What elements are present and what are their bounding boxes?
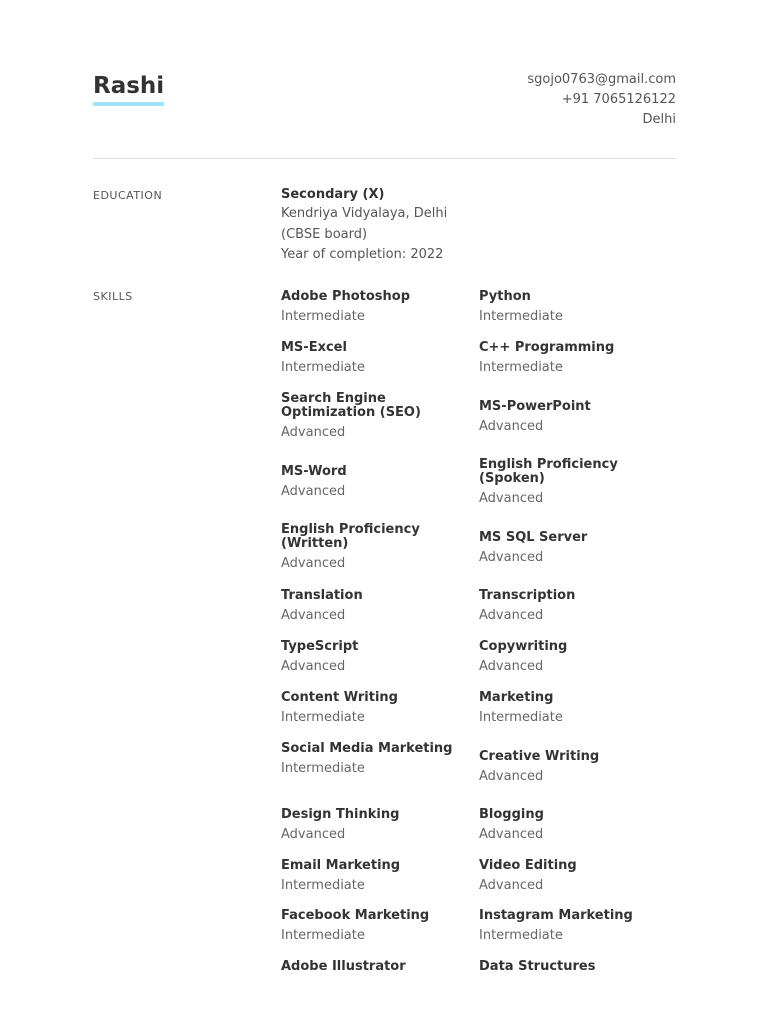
contact-phone[interactable]: +91 7065126122 bbox=[561, 92, 676, 107]
skill-name: Marketing bbox=[479, 690, 554, 705]
contact-location: Delhi bbox=[642, 112, 676, 127]
skill-level: Advanced bbox=[479, 659, 544, 674]
skill-item bbox=[479, 458, 659, 507]
skill-name: Creative Writing bbox=[479, 749, 600, 764]
skill-item bbox=[479, 589, 659, 624]
education-year: Year of completion: 2022 bbox=[281, 247, 444, 262]
skill-level: Advanced bbox=[281, 659, 346, 674]
skill-name: Python bbox=[479, 289, 531, 304]
skill-level: Advanced bbox=[479, 550, 544, 565]
skill-name: MS-PowerPoint bbox=[479, 399, 591, 414]
skill-name: English Proficiency (Written) bbox=[281, 522, 420, 551]
contact-block bbox=[527, 70, 676, 130]
skill-item bbox=[281, 742, 461, 777]
skill-item bbox=[281, 640, 461, 675]
skill-item bbox=[479, 808, 659, 843]
education-board: (CBSE board) bbox=[281, 226, 368, 242]
education-title: Secondary (X) bbox=[281, 187, 385, 202]
skill-item bbox=[479, 960, 659, 974]
skill-item bbox=[281, 523, 461, 572]
skill-level: Advanced bbox=[281, 827, 346, 842]
skill-level: Advanced bbox=[281, 608, 346, 623]
skill-item bbox=[479, 640, 659, 675]
skill-item bbox=[479, 750, 659, 785]
skill-name: Social Media Marketing bbox=[281, 741, 453, 756]
skill-name: Data Structures bbox=[479, 959, 596, 974]
skill-item bbox=[281, 589, 461, 624]
skill-level: Intermediate bbox=[479, 710, 563, 725]
education-section-label: EDUCATION bbox=[93, 189, 163, 202]
skill-name: Transcription bbox=[479, 588, 576, 603]
candidate-name: Rashi bbox=[93, 72, 164, 106]
skill-name: MS SQL Server bbox=[479, 530, 588, 545]
skill-level: Intermediate bbox=[281, 878, 365, 893]
skill-item bbox=[281, 341, 461, 376]
skill-name: Video Editing bbox=[479, 858, 577, 873]
skill-item bbox=[281, 808, 461, 843]
education-school: Kendriya Vidyalaya, Delhi bbox=[281, 206, 448, 221]
skill-name: TypeScript bbox=[281, 639, 359, 654]
skill-item bbox=[479, 859, 659, 894]
skill-name: Adobe Photoshop bbox=[281, 289, 411, 304]
skill-name: Facebook Marketing bbox=[281, 908, 430, 923]
skill-name: Instagram Marketing bbox=[479, 908, 633, 923]
skill-name: C++ Programming bbox=[479, 340, 615, 355]
skill-level: Advanced bbox=[479, 419, 544, 434]
skill-level: Intermediate bbox=[479, 309, 563, 324]
skill-name: Email Marketing bbox=[281, 858, 401, 873]
skill-item bbox=[281, 960, 461, 974]
skill-level: Advanced bbox=[281, 556, 346, 571]
skill-name: MS-Word bbox=[281, 464, 347, 479]
skill-item bbox=[479, 290, 659, 325]
skill-item bbox=[281, 465, 461, 500]
skill-item bbox=[281, 859, 461, 894]
skill-name: Search Engine Optimization (SEO) bbox=[281, 391, 421, 420]
skill-level: Intermediate bbox=[479, 360, 563, 375]
skill-item bbox=[479, 531, 659, 566]
skill-level: Intermediate bbox=[281, 360, 365, 375]
skill-item bbox=[479, 691, 659, 726]
skill-level: Intermediate bbox=[281, 309, 365, 324]
skill-name: Blogging bbox=[479, 807, 544, 822]
skill-item bbox=[281, 691, 461, 726]
skill-item bbox=[479, 400, 659, 435]
skill-level: Advanced bbox=[281, 425, 346, 440]
skill-level: Advanced bbox=[479, 827, 544, 842]
skill-name: Translation bbox=[281, 588, 363, 603]
skill-level: Intermediate bbox=[479, 928, 563, 943]
skill-name: Design Thinking bbox=[281, 807, 400, 822]
skills-section-label: SKILLS bbox=[93, 290, 133, 303]
skill-name: MS-Excel bbox=[281, 340, 347, 355]
skill-name: Content Writing bbox=[281, 690, 398, 705]
skill-level: Intermediate bbox=[281, 928, 365, 943]
header-divider bbox=[93, 158, 676, 159]
skill-name: English Proficiency (Spoken) bbox=[479, 457, 618, 486]
skill-level: Intermediate bbox=[281, 710, 365, 725]
skill-item bbox=[479, 341, 659, 376]
skill-item bbox=[281, 290, 461, 325]
skill-level: Advanced bbox=[281, 484, 346, 499]
education-entry bbox=[281, 186, 481, 266]
skill-item bbox=[479, 909, 659, 944]
contact-email[interactable]: sgojo0763@gmail.com bbox=[527, 72, 676, 87]
skill-level: Advanced bbox=[479, 769, 544, 784]
skill-name: Copywriting bbox=[479, 639, 568, 654]
skill-level: Advanced bbox=[479, 878, 544, 893]
skill-name: Adobe Illustrator bbox=[281, 959, 406, 974]
skill-level: Intermediate bbox=[281, 761, 365, 776]
skill-item bbox=[281, 909, 461, 944]
skill-item bbox=[281, 392, 461, 441]
skill-level: Advanced bbox=[479, 491, 544, 506]
skill-level: Advanced bbox=[479, 608, 544, 623]
